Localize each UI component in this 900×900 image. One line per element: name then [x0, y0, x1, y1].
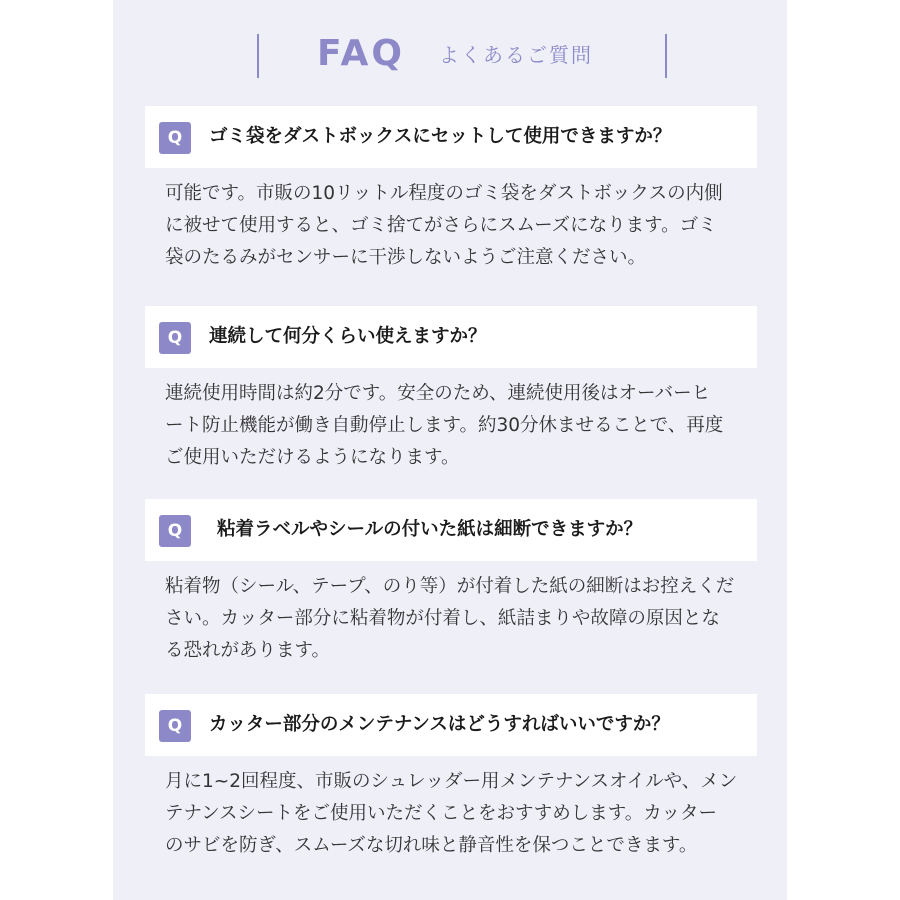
question-text: カッター部分のメンテナンスはどうすればいいですか？: [209, 714, 670, 735]
answer-line: る恐れがあります。: [165, 640, 331, 661]
q-badge: Q: [159, 122, 191, 154]
answer-line: 袋のたるみがセンサーに干渉しないようご注意ください。: [165, 247, 647, 268]
question-bar: [145, 306, 757, 368]
answer-line: テナンスシートをご使用いただくことをおすすめします。カッター: [165, 803, 718, 824]
answer-line: 連続使用時間は約2分です。安全のため、連続使用後はオーバーヒ: [165, 383, 711, 404]
faq-panel: [113, 0, 787, 900]
faq-title: FAQ: [317, 33, 405, 74]
answer-line: 月に1~2回程度、市販のシュレッダー用メンテナンスオイルや、メン: [165, 771, 738, 792]
answer-text: [165, 378, 745, 474]
answer-line: 可能です。市販の10リットル程度のゴミ袋をダストボックスの内側: [165, 183, 723, 204]
answer-line: ート防止機能が働き自動停止します。約30分休ませることで、再度: [165, 415, 724, 436]
answer-line: のサビを防ぎ、スムーズな切れ味と静音性を保つことできます。: [165, 835, 698, 856]
answer-text: [165, 766, 745, 862]
answer-text: [165, 178, 745, 274]
answer-text: [165, 571, 745, 667]
answer-line: に被せて使用すると、ゴミ捨てがさらにスムーズになります。ゴミ: [165, 215, 717, 236]
question-text: ゴミ袋をダストボックスにセットして使用できますか？: [209, 126, 672, 147]
q-badge: Q: [159, 710, 191, 742]
q-badge: Q: [159, 515, 191, 547]
question-text: 連続して何分くらい使えますか？: [209, 326, 487, 347]
header-divider-right: [665, 34, 667, 78]
question-bar: [145, 106, 757, 168]
faq-header: [113, 30, 787, 82]
question-bar: [145, 694, 757, 756]
answer-line: 粘着物（シール、テープ、のり等）が付着した紙の細断はお控えくだ: [165, 576, 735, 597]
question-bar: [145, 499, 757, 561]
header-divider-left: [257, 34, 259, 78]
answer-line: ご使用いただけるようになります。: [165, 447, 460, 468]
answer-line: さい。カッター部分に粘着物が付着し、紙詰まりや故障の原因とな: [165, 608, 720, 629]
q-badge: Q: [159, 322, 191, 354]
faq-subtitle: よくあるご質問: [439, 43, 593, 67]
question-text: 粘着ラベルやシールの付いた紙は細断できますか？: [217, 519, 643, 540]
